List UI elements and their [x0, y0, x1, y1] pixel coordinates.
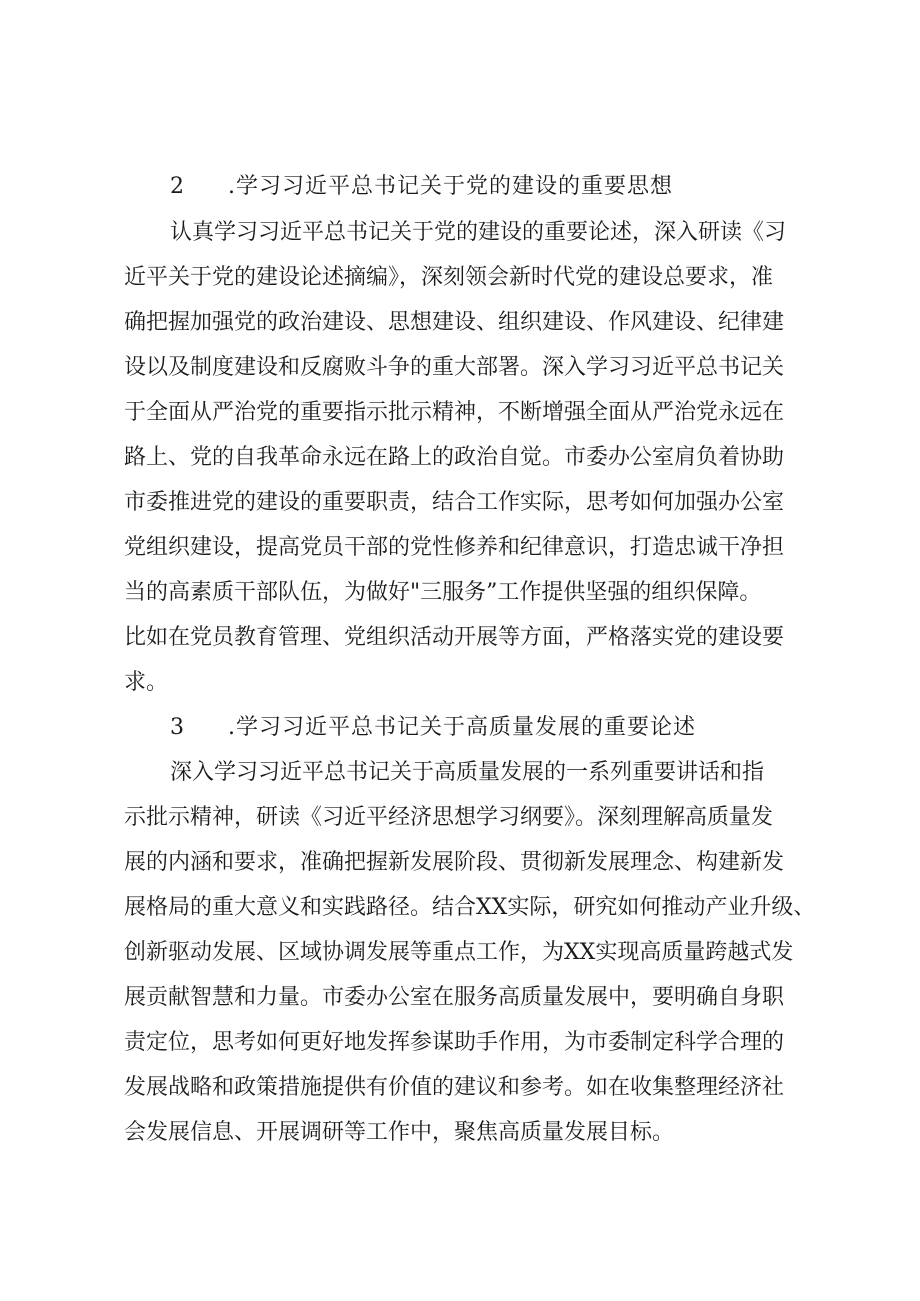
- section-2-number: 2: [170, 174, 185, 199]
- paragraph-line: 当的高素质干部队伍，为做好"三服务”工作提供坚强的组织保障。: [124, 580, 762, 605]
- paragraph-line: 路上、党的自我革命永远在路上的政治自觉。市委办公室肩负着协助: [124, 445, 785, 470]
- paragraph-line: 发展战略和政策措施提供有价值的建议和参考。如在收集整理经济社: [124, 1075, 785, 1100]
- paragraph-line: 示批示精神，研读《习近平经济思想学习纲要》。深刻理解高质量发: [124, 805, 774, 830]
- section-2-heading: [170, 172, 673, 202]
- paragraph-line: 近平关于党的建设论述摘编》，深刻领会新时代党的建设总要求，准: [124, 265, 774, 290]
- paragraph-line: 创新驱动发展、区域协调发展等重点工作，为XX实现高质量跨越式发: [124, 940, 794, 965]
- section-3-heading: [170, 713, 696, 743]
- paragraph-line: 比如在党员教育管理、党组织活动开展等方面，严格落实党的建设要: [124, 625, 785, 650]
- section-2-title: .学习习近平总书记关于党的建设的重要思想: [228, 174, 673, 199]
- paragraph-line: 深入学习习近平总书记关于高质量发展的一系列重要讲话和指: [170, 760, 765, 785]
- paragraph-line: 展的内涵和要求，准确把握新发展阶段、贯彻新发展理念、构建新发: [124, 850, 785, 875]
- paragraph-line: 责定位，思考如何更好地发挥参谋助手作用，为市委制定科学合理的: [124, 1030, 785, 1055]
- paragraph-line: 展贡献智慧和力量。市委办公室在服务高质量发展中，要明确自身职: [124, 985, 785, 1010]
- paragraph-line: 展格局的重大意义和实践路径。结合XX实际，研究如何推动产业升级、: [124, 895, 816, 920]
- section-3-title: .学习习近平总书记关于高质量发展的重要论述: [228, 715, 696, 740]
- paragraph-line: 于全面从严治党的重要指示批示精神，不断增强全面从严治党永远在: [124, 400, 785, 425]
- paragraph-line: 确把握加强党的政治建设、思想建设、组织建设、作风建设、纪律建: [124, 310, 785, 335]
- paragraph-line: 市委推进党的建设的重要职责，结合工作实际，思考如何加强办公室: [124, 490, 785, 515]
- paragraph-line: 认真学习习近平总书记关于党的建设的重要论述，深入研读《习: [170, 220, 787, 245]
- paragraph-line: 会发展信息、开展调研等工作中，聚焦高质量发展目标。: [124, 1120, 675, 1145]
- paragraph-line: 设以及制度建设和反腐败斗争的重大部署。深入学习习近平总书记关: [124, 355, 785, 380]
- section-3-number: 3: [170, 715, 185, 740]
- paragraph-line: 求。: [124, 670, 169, 695]
- paragraph-line: 党组织建设，提高党员干部的党性修养和纪律意识，打造忠诚干净担: [124, 535, 785, 560]
